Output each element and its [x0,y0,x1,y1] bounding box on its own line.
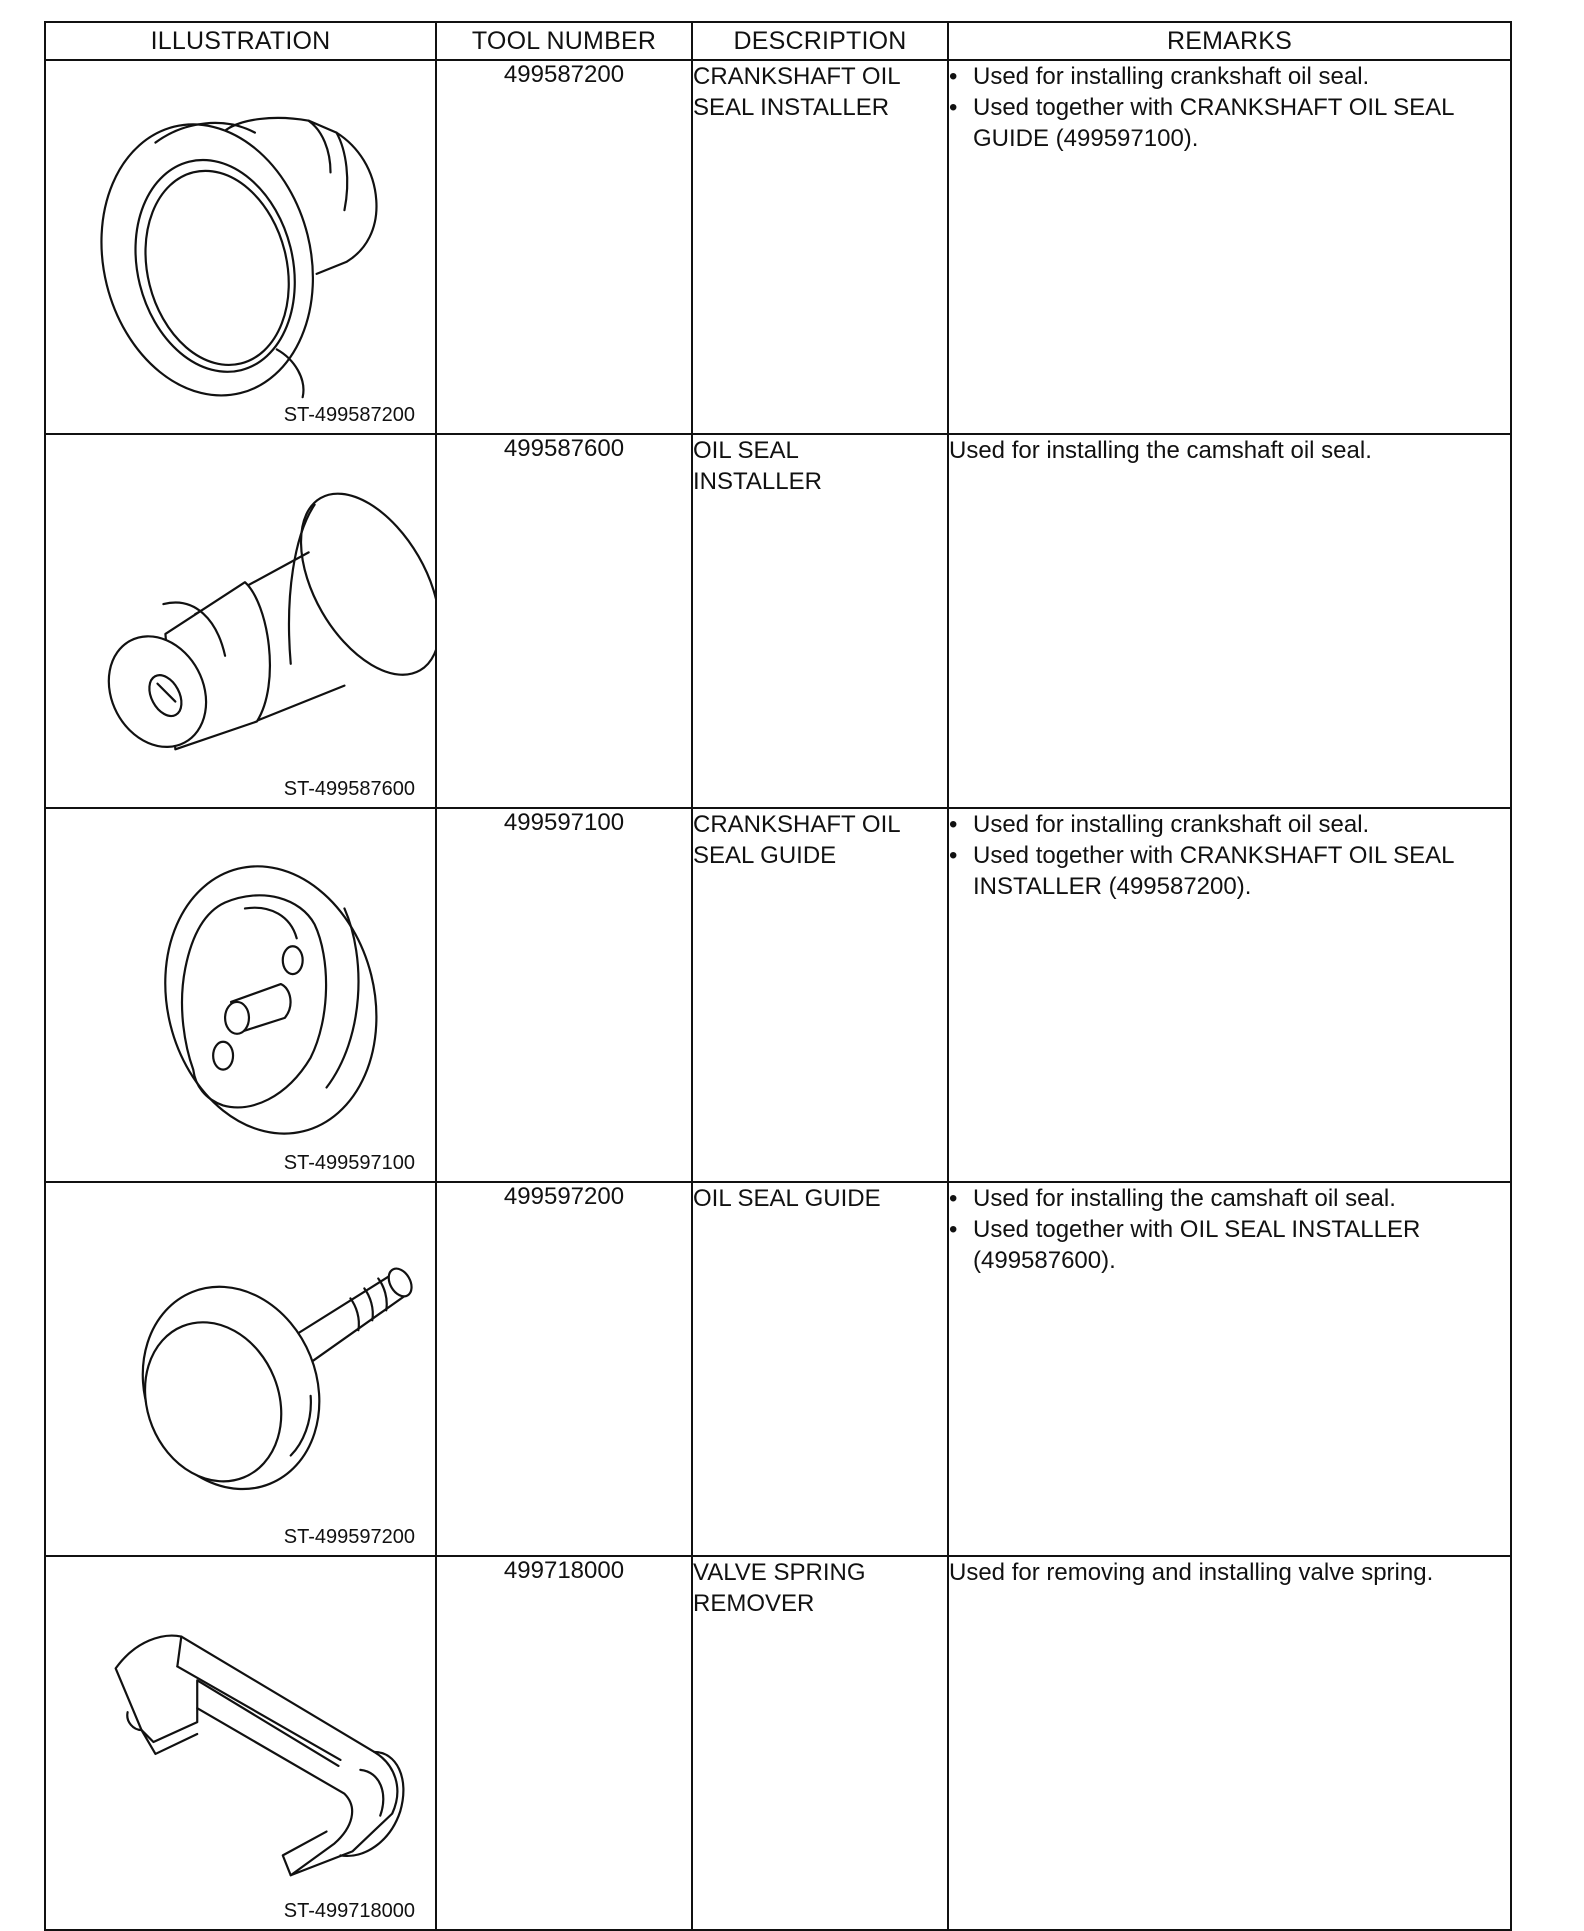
remarks-cell [948,1182,1511,1556]
description-line: VALVE SPRING [693,1559,866,1586]
illustration-code: ST-499587200 [283,404,415,426]
table-row [45,60,1511,434]
remarks-cell [948,808,1511,1182]
description-cell [692,60,948,434]
description-cell [692,1182,948,1556]
description-line: CRANKSHAFT OIL [693,811,901,838]
oil-seal-guide-icon [46,1183,435,1555]
remark-item: • Used together with CRANKSHAFT OIL SEAL GUIDE (499597100). [949,94,1454,152]
remarks-cell [948,434,1511,808]
illustration-cell [45,808,436,1182]
illustration-cell [45,1182,436,1556]
tool-number-cell: 499587200 [436,60,692,434]
remark-item: • Used together with CRANKSHAFT OIL SEAL INSTALLER (499587200). [949,842,1454,900]
description-line: REMOVER [693,1590,815,1617]
description-line: INSTALLER [693,468,822,495]
tool-number-cell: 499587600 [436,434,692,808]
header-tool-number: TOOL NUMBER [436,22,692,60]
description-cell [692,808,948,1182]
special-tools-table [44,21,1512,1931]
illustration-code: ST-499597200 [283,1526,415,1548]
table-row [45,1556,1511,1930]
illustration-code: ST-499597100 [283,1152,415,1174]
description-line: CRANKSHAFT OIL [693,63,901,90]
illustration-code: ST-499587600 [283,778,415,800]
tool-number-cell: 499597100 [436,808,692,1182]
remark-text: Used for removing and installing valve spring. [949,1559,1434,1586]
remark-item: • Used for installing crankshaft oil seal. [949,811,1370,838]
description-cell [692,434,948,808]
remark-item: • Used together with OIL SEAL INSTALLER (499587600). [949,1216,1421,1274]
tool-number-cell: 499597200 [436,1182,692,1556]
remarks-cell [948,60,1511,434]
description-line: OIL SEAL GUIDE [693,1185,881,1212]
table-row [45,1182,1511,1556]
header-illustration: ILLUSTRATION [45,22,436,60]
crankshaft-oil-seal-installer-icon [46,61,435,433]
description-cell [692,1556,948,1930]
table-header-row [45,22,1511,60]
remark-item: • Used for installing the camshaft oil seal. [949,1185,1396,1212]
table-row [45,434,1511,808]
description-line: SEAL GUIDE [693,842,837,869]
description-line: SEAL INSTALLER [693,94,890,121]
crankshaft-oil-seal-guide-icon [46,809,435,1181]
remark-item: • Used for installing crankshaft oil seal. [949,63,1370,90]
illustration-cell [45,434,436,808]
illustration-cell [45,60,436,434]
valve-spring-remover-icon [46,1557,435,1929]
table-row [45,808,1511,1182]
description-line: OIL SEAL [693,437,799,464]
remarks-cell [948,1556,1511,1930]
remark-text: Used for installing the camshaft oil seal. [949,437,1372,464]
tool-number-cell: 499718000 [436,1556,692,1930]
oil-seal-installer-icon [46,435,435,807]
illustration-cell [45,1556,436,1930]
illustration-code: ST-499718000 [283,1900,415,1922]
header-description: DESCRIPTION [692,22,948,60]
header-remarks: REMARKS [948,22,1511,60]
